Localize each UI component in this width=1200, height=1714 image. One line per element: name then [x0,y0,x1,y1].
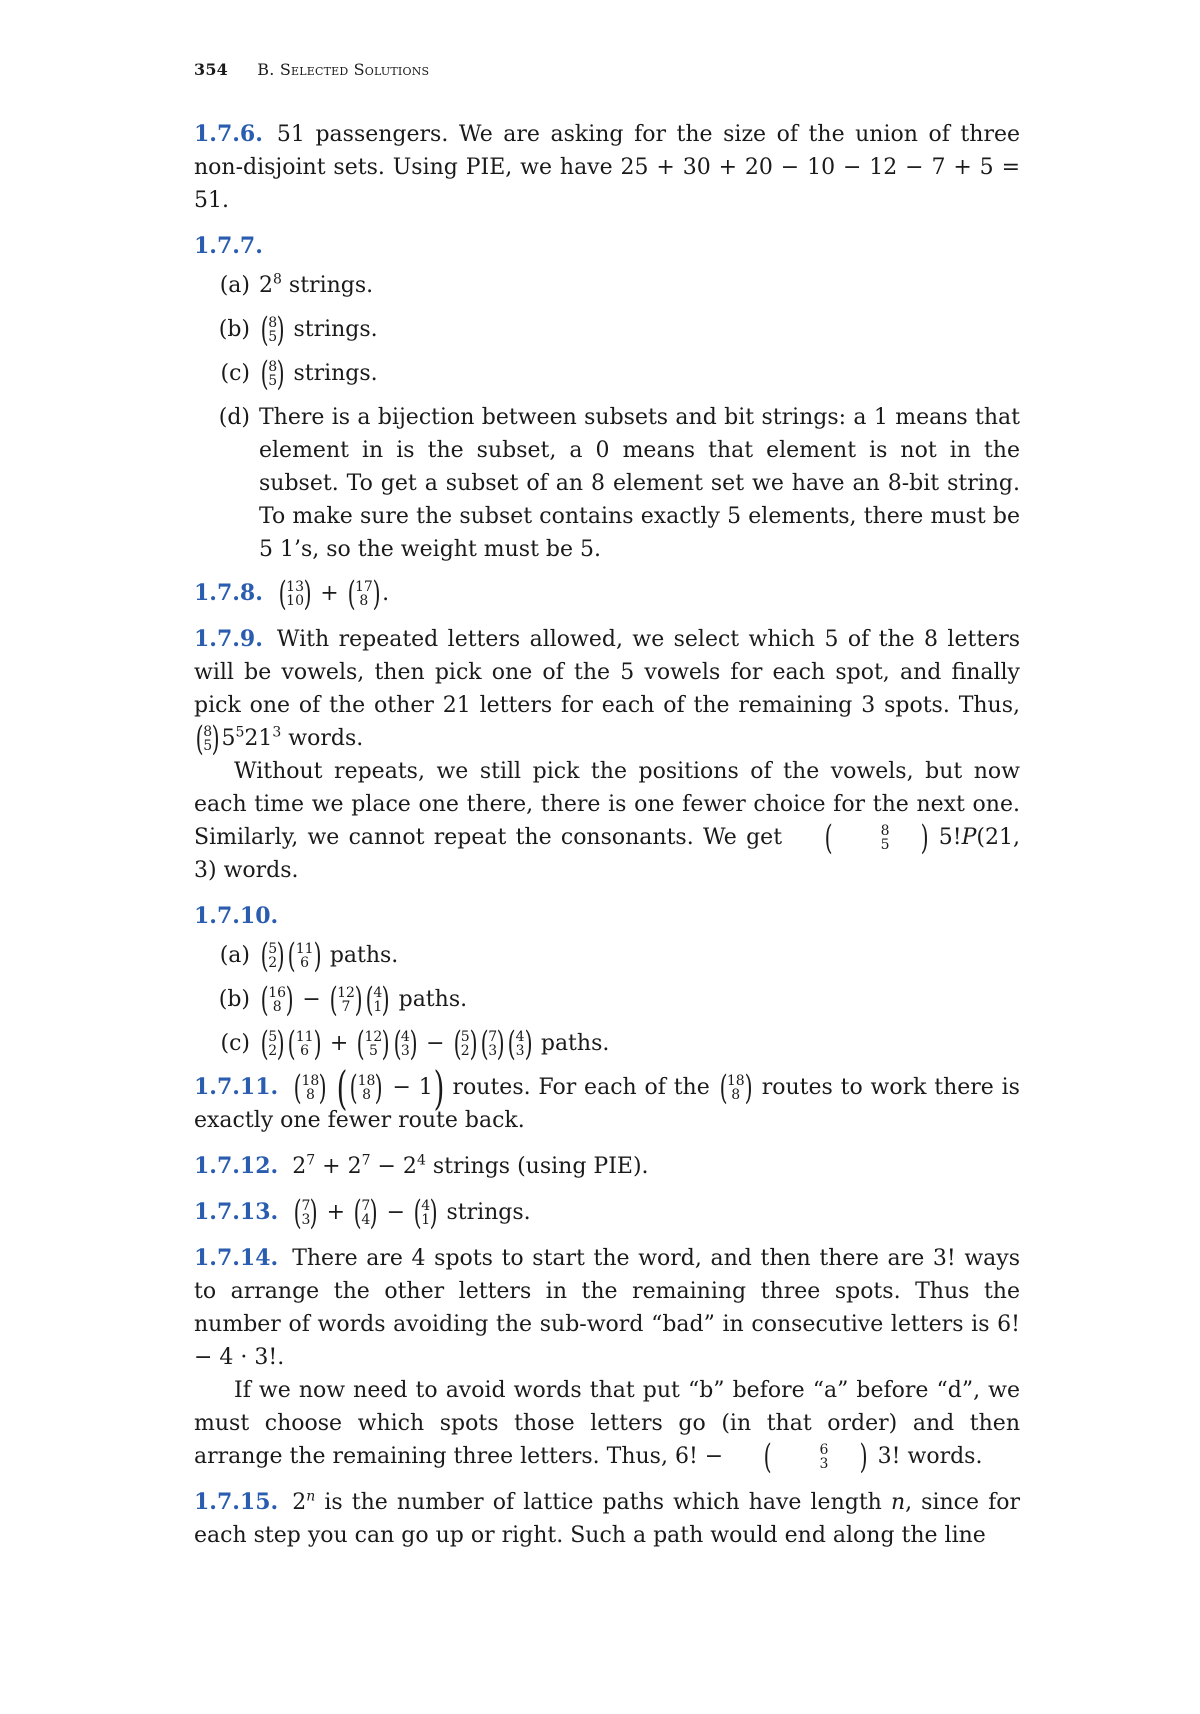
binomial: ( 8 5 ) [260,310,285,350]
solution-1-7-12: 1.7.12. $2^7 + 2^7 - 2^4$ strings (using PIE). [194,1152,649,1179]
solution-1-7-11: 1.7.11. ( 18 8 ) ( ( 18 8 ) − 1) routes. For each of the ( 18 8 ) routes to work there is exactly one fewer route back. [194,1061,1020,1133]
solution-1-7-13: 1.7.13. ( 7 3 ) + ( 7 4 ) − ( 4 1 ) strings. [194,1193,531,1233]
solution-1-7-8: 1.7.8. ( 13 10 ) + ( 17 8 ) . [194,574,390,614]
item-marker: (c) [220,361,250,386]
item-marker: (b) [218,987,250,1012]
solution-label[interactable]: 1.7.13. [194,1199,279,1225]
solution-label[interactable]: 1.7.7. [194,233,263,259]
list-item [194,401,1020,566]
item-text: $2^8$ strings. [259,271,374,298]
item-marker: (c) [220,1031,250,1056]
solution-1-7-14-continued: If we now need to avoid words that put “b” before “a” before “d”, we must choose which spots those letters go (in that order) and then arrange the remaining three letters. Thus, 6! − ( 6 3 ) 3! words. [194,1378,1020,1477]
solution-label[interactable]: 1.7.14. [194,1245,279,1271]
solution-label[interactable]: 1.7.6. [194,121,263,147]
solution-label[interactable]: 1.7.12. [194,1153,279,1179]
binomial: ( 13 10 ) [278,574,312,614]
solution-label[interactable]: 1.7.8. [194,580,263,606]
item-text: ( 8 5 ) strings. [260,354,378,394]
section-title: B. Selected Solutions [257,60,430,79]
list-item [194,310,1020,350]
binomial: ( 6 3 ) [763,1437,869,1477]
solution-label[interactable]: 1.7.10. [194,903,279,929]
item-marker: (a) [219,273,250,298]
list-item [194,1024,1020,1064]
binomial: ( 8 5 ) [824,818,930,858]
item-text: There is a bijection between subsets and bit strings: a 1 means that element in is the subset, a 0 means that element is not in the subset. To get a subset of an 8 element set we have an 8-bit string. To make sure the subset contains exactly 5 elements, there must be 5 1’s, so the weight must be 5. [259,405,1020,562]
item-marker: (b) [218,317,250,342]
solution-label[interactable]: 1.7.11. [194,1074,279,1100]
solution-1-7-7-items [194,269,1020,566]
solution-text: 51 passengers. We are asking for the size of the union of three non-disjoint sets. Using PIE, we have 25 + 30 + 20 − 10 − 12 − 7 + 5 = 51. [194,122,1020,213]
solution-1-7-15: 1.7.15. 2$^n$ is the number of lattice paths which have length n, since for each step you can go up or right. Such a path would end along the line [194,1488,1021,1548]
list-item [194,980,1020,1020]
page-body [194,118,1020,1565]
page-number: 354 [194,60,228,79]
solution-label[interactable]: 1.7.9. [194,626,263,652]
binomial: ( 17 8 ) [347,574,381,614]
solution-1-7-7 [194,230,1020,263]
solution-1-7-14: 1.7.14. There are 4 spots to start the word, and then there are 3! ways to arrange the other letters in the remaining three spots. Thus the number of words avoiding the sub-word “bad” in consecutive letters is 6! − 4 · 3!. [194,1245,1020,1370]
solution-1-7-10-items [194,936,1020,1064]
solution-1-7-10 [194,900,1020,933]
list-item [194,354,1020,394]
item-text: ( 5 2 ) ( 11 6 ) paths. [260,936,399,976]
binomial: ( 8 5 ) [195,719,220,759]
solution-label[interactable]: 1.7.15. [194,1489,279,1515]
list-item [194,936,1020,976]
item-marker: (d) [218,405,250,430]
running-header [194,60,429,79]
solution-1-7-9-continued: Without repeats, we still pick the positions of the vowels, but now each time we place one there, there is one fewer choice for the next one. Similarly, we cannot repeat the consonants. We get ( 8 5 ) 5!P(21, 3) words. [194,759,1020,883]
solution-1-7-9: 1.7.9. With repeated letters allowed, we select which 5 of the 8 letters will be vowels, then pick one of the 5 vowels for each spot, and finally pick one of the other 21 letters for each of the remaining 3 spots. Thus, ( 8 5 ) $5^521^3$ words. [194,626,1020,759]
item-text: ( 5 2 ) ( 11 6 ) + ( 12 5 ) ( 4 3 ) − ( 5 2 ) ( 7 3 ) ( 4 3 ) paths. [260,1024,610,1064]
list-item [194,269,1020,302]
item-text: ( 8 5 ) strings. [260,310,378,350]
item-marker: (a) [219,943,250,968]
solution-1-7-6 [194,118,1020,217]
binomial: ( 8 5 ) [260,354,285,394]
item-text: ( 16 8 ) − ( 12 7 ) ( 4 1 ) paths. [260,980,468,1020]
